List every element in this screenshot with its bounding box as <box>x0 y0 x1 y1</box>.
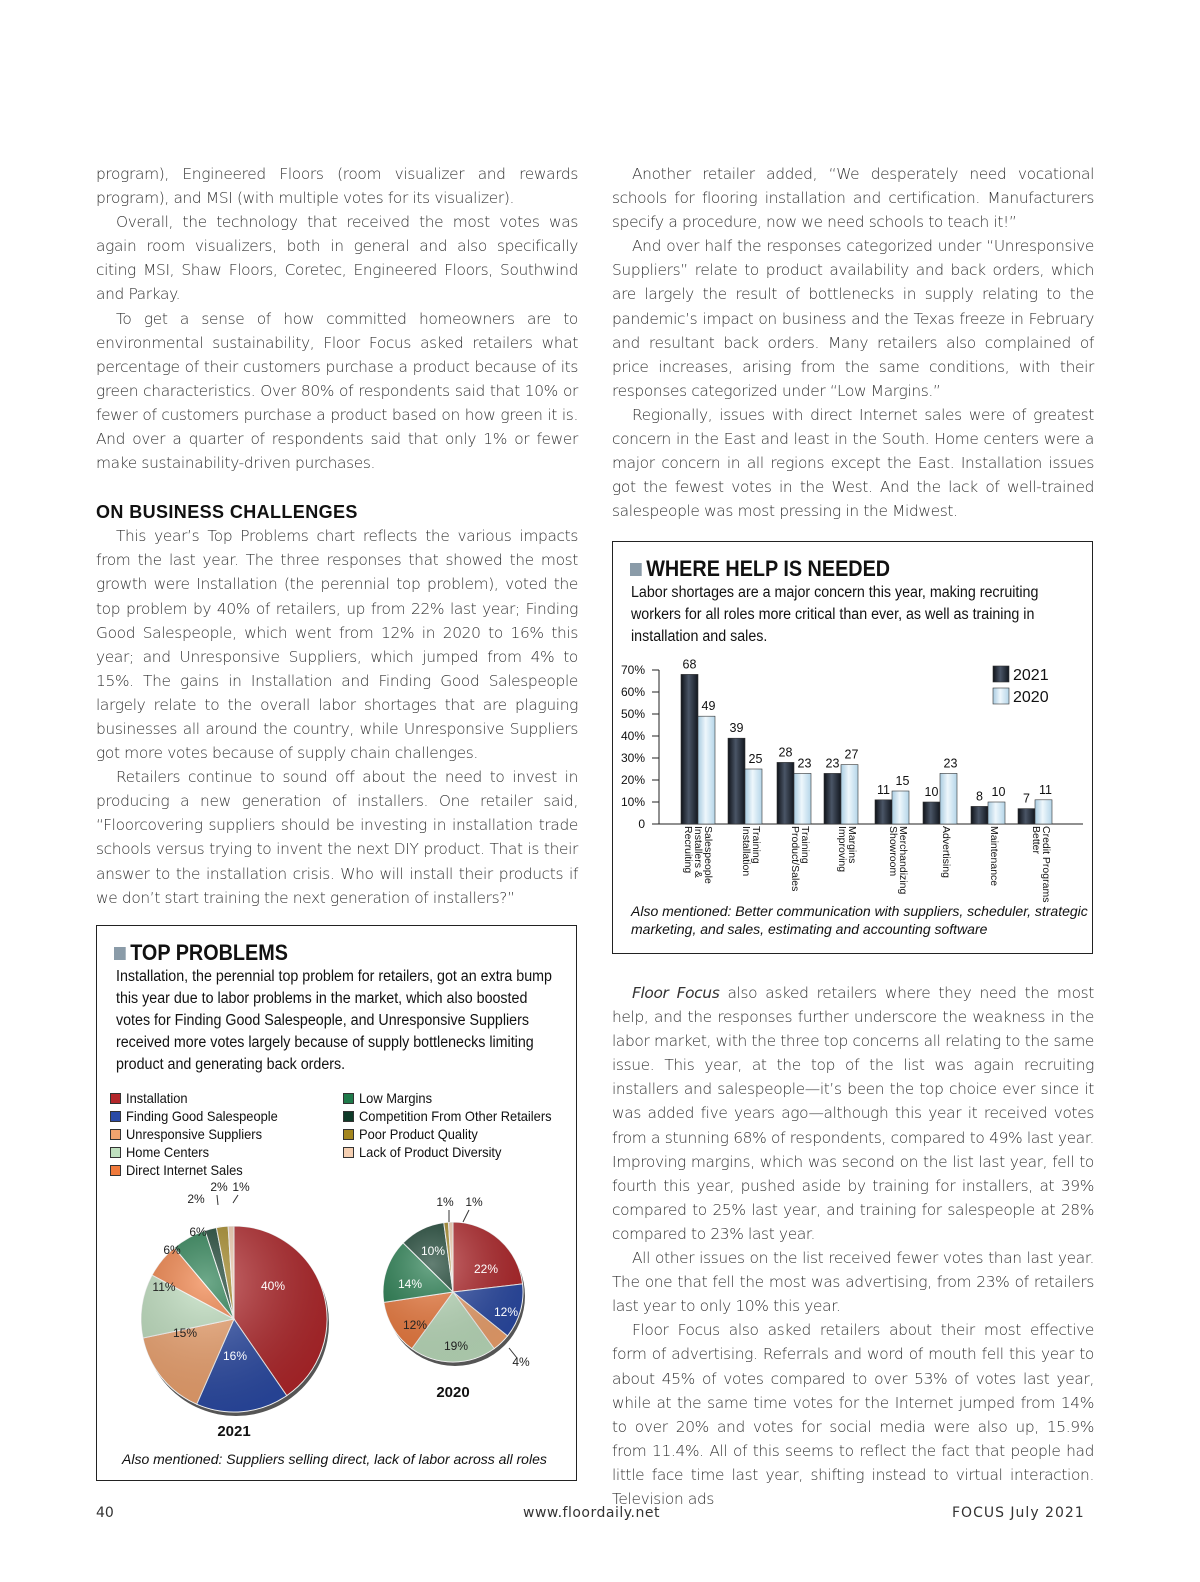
pie-data-label: 1% <box>232 1180 250 1194</box>
x-category-label <box>887 826 909 894</box>
pie-data-label: 2% <box>210 1180 228 1194</box>
bar-value-label: 10 <box>991 785 1006 799</box>
bar-value-label: 10 <box>924 785 939 799</box>
box-subtitle: Labor shortages are a major concern this year, making recruiting workers for all roles more critical than ever, as well as training in installation and sales. <box>631 584 1039 645</box>
y-tick-label: 60% <box>620 685 645 699</box>
bar <box>1035 800 1052 824</box>
top-problems-box <box>96 925 577 1481</box>
footer-url: www.floordaily.net <box>523 1505 660 1521</box>
legend-swatch <box>343 1129 354 1140</box>
pie-data-label: 4% <box>512 1355 530 1369</box>
legend-label: Unresponsive Suppliers <box>126 1126 263 1142</box>
body-paragraph: To get a sense of how committed homeowners are to environmental sustainability, Floor Focus asked retailers what percentage of their customers purchase a product because of its green characteristics. Over 80% of respondents said that 10% or fewer of customers purchase a product based on how green it is. And over a quarter of respondents said that only 1% or fewer make sustainability-driven purchases. <box>96 309 578 473</box>
body-paragraph: Overall, the technology that received the most votes was again room visualizers, both in general and also specifically citing MSI, Shaw Floors, Coretec, Engineered Floors, Southwind and Parkay. <box>96 213 578 304</box>
bar <box>923 802 940 824</box>
box-title: TOP PROBLEMS <box>114 940 288 966</box>
pie-data-label: 2% <box>187 1192 205 1206</box>
legend-label: Installation <box>126 1090 188 1106</box>
bar-value-label: 49 <box>701 699 716 714</box>
pie-data-label: 15% <box>172 1326 198 1340</box>
legend-item <box>343 1107 568 1125</box>
legend-label: 2021 <box>1013 667 1049 684</box>
legend-label: Lack of Product Diversity <box>359 1144 502 1160</box>
body-paragraph: Floor Focus also asked retailers about their most effective form of advertising. Referrals and word of mouth fell this year to about 45% of votes compared to over 53% of votes last year, while at the same time votes for the Internet jumped from 14% to over 20% and votes for social media were also up, 15.9% from 11.4%. All of this seems to reflect the fact that people had little face time last year, shifting instead to virtual interaction. Television ads <box>612 1321 1094 1508</box>
leader-line <box>463 1210 469 1222</box>
svg-text:Merchandizing: Merchandizing <box>897 826 909 895</box>
svg-text:Maintenance: Maintenance <box>988 826 1000 887</box>
body-paragraph: Retailers continue to sound off about the need to invest in producing a new generation of installers. One retailer said, “Floorcovering suppliers should be investing in installation trade schools versus trying to invent the next DIY product. That is their answer to the installation crisis. Who will install their products if we don’t start training the next generation of installers?” <box>96 768 578 907</box>
legend-label: Competition From Other Retailers <box>359 1108 552 1124</box>
body-paragraph: Regionally, issues with direct Internet sales were of greatest concern in the East and least in the South. Home centers were a major concern in all regions except the East. Installation issues got the fewest votes in the West. And the lack of well-trained salespeople was most pressing in the Midwest. <box>612 405 1094 521</box>
x-category-label <box>988 826 1000 886</box>
bar-value-label: 11 <box>877 782 890 797</box>
x-category-label <box>836 826 858 872</box>
body-paragraph: program), Engineered Floors (room visualizer and rewards program), and MSI (with multiple votes for its visualizer). <box>96 165 578 208</box>
legend-label: Home Centers <box>126 1144 210 1160</box>
legend-item <box>343 1143 568 1161</box>
square-bullet-icon <box>630 563 642 576</box>
pie-data-label: 12% <box>402 1318 428 1332</box>
legend-swatch <box>343 1147 354 1158</box>
y-tick-label: 10% <box>620 795 645 809</box>
svg-text:Salespeople: Salespeople <box>702 826 714 884</box>
bar-value-label: 68 <box>682 657 697 672</box>
bar <box>698 716 715 824</box>
legend-swatch <box>110 1129 121 1140</box>
x-category-label <box>1030 826 1052 902</box>
pie-legend-left <box>110 1089 291 1179</box>
right-column-bottom <box>612 981 1094 1511</box>
bar <box>971 806 988 824</box>
y-tick-label: 40% <box>620 729 645 743</box>
bar-legend <box>993 666 1049 706</box>
section-heading: ON BUSINESS CHALLENGES <box>96 502 358 523</box>
bar-chart <box>613 650 1093 910</box>
pie-2020 <box>383 1195 530 1401</box>
x-category-label <box>682 826 714 884</box>
legend-swatch <box>993 688 1009 704</box>
footer-issue: FOCUS July 2021 <box>952 1505 1085 1521</box>
legend-swatch <box>110 1111 121 1122</box>
bar <box>1018 809 1035 824</box>
pie-data-label: 6% <box>163 1243 181 1257</box>
bar <box>794 773 811 824</box>
svg-text:Installers &: Installers & <box>692 826 704 878</box>
pie-legend-right <box>343 1089 568 1161</box>
legend-label: Poor Product Quality <box>359 1126 478 1142</box>
svg-text:Training: Training <box>799 826 811 864</box>
legend-swatch <box>110 1147 121 1158</box>
page-number: 40 <box>96 1505 114 1521</box>
legend-item <box>110 1125 291 1143</box>
legend-item <box>343 1125 568 1143</box>
legend-item <box>110 1161 291 1179</box>
bar <box>824 773 841 824</box>
bar-value-label: 27 <box>844 747 859 762</box>
legend-swatch <box>993 666 1009 682</box>
legend-label: Finding Good Salespeople <box>126 1108 278 1124</box>
body-paragraph: All other issues on the list received fewer votes than last year. The one that fell the most was advertising, from 23% of retailers last year to only 10% this year. <box>612 1249 1094 1316</box>
body-paragraph: Another retailer added, “We desperately need vocational schools for flooring installation and certification. Manufacturers specify a procedure, now we need schools to teach it!” <box>612 165 1094 232</box>
pie-data-label: 6% <box>189 1225 207 1239</box>
where-help-needed-box <box>612 541 1093 954</box>
svg-text:Recruiting: Recruiting <box>682 826 694 874</box>
pie-data-label: 12% <box>493 1305 519 1319</box>
legend-item <box>110 1107 291 1125</box>
bar-value-label: 25 <box>748 752 763 766</box>
legend-item <box>110 1089 291 1107</box>
pie-data-label: 16% <box>222 1349 248 1363</box>
pie-data-label: 10% <box>420 1244 446 1258</box>
pie-charts <box>97 1178 577 1448</box>
legend-item <box>343 1089 568 1107</box>
legend-swatch <box>343 1093 354 1104</box>
pie-data-label: 1% <box>436 1195 454 1209</box>
legend-label: Low Margins <box>359 1090 433 1106</box>
box-title: WHERE HELP IS NEEDED <box>630 556 890 582</box>
bar <box>681 674 698 824</box>
y-tick-label: 70% <box>620 663 645 677</box>
svg-text:Showroom: Showroom <box>887 826 899 877</box>
y-tick-label: 50% <box>620 707 645 721</box>
svg-text:Improving: Improving <box>836 826 848 873</box>
bar-value-label: 7 <box>1023 791 1030 806</box>
box-note: Also mentioned: Better communication with suppliers, scheduler, strategic marketing, and sales, estimating and accounting software <box>631 903 1088 937</box>
leader-line <box>217 1195 218 1205</box>
bar-value-label: 23 <box>825 756 840 771</box>
legend-swatch <box>343 1111 354 1122</box>
pie-data-label: 40% <box>260 1279 286 1293</box>
svg-text:Margins: Margins <box>846 826 858 864</box>
right-column-top <box>612 162 1094 523</box>
svg-text:Installation: Installation <box>740 826 752 877</box>
pie-data-label: 14% <box>397 1277 423 1291</box>
legend-item <box>110 1143 291 1161</box>
bar <box>892 791 909 824</box>
y-tick-label: 0 <box>638 817 645 831</box>
svg-text:Training: Training <box>750 826 762 864</box>
legend-label: Direct Internet Sales <box>126 1162 243 1178</box>
left-column <box>96 162 578 910</box>
bar-value-label: 11 <box>1039 782 1052 797</box>
x-category-label <box>940 826 952 878</box>
legend-label: 2020 <box>1013 689 1049 706</box>
bar-value-label: 23 <box>943 756 958 771</box>
bar <box>875 800 892 824</box>
square-bullet-icon <box>114 947 126 960</box>
pie-data-label: 11% <box>152 1280 176 1294</box>
bar <box>728 738 745 824</box>
svg-text:Product/Sales: Product/Sales <box>789 826 801 892</box>
bar-value-label: 39 <box>729 721 744 736</box>
bar <box>777 762 794 824</box>
pie-data-label: 19% <box>443 1339 469 1353</box>
leader-line <box>233 1195 238 1203</box>
bar <box>745 769 762 824</box>
bar-value-label: 15 <box>895 774 910 788</box>
box-subtitle: Installation, the perennial top problem for retailers, got an extra bump this year due to labor problems in the market, which also boosted votes for Finding Good Salespeople, and Unresponsive Suppliers received more votes largely because of supply bottlenecks limiting product and generating back orders. <box>116 968 552 1073</box>
y-tick-label: 20% <box>620 773 645 787</box>
box-note: Also mentioned: Suppliers selling direct, lack of labor across all roles <box>122 1451 547 1467</box>
italic-name: Floor Focus <box>632 984 720 1002</box>
bar-value-label: 23 <box>797 756 812 771</box>
svg-text:Better: Better <box>1030 826 1042 855</box>
bar <box>841 765 858 824</box>
body-paragraph: Floor Focus also asked retailers where they need the most help, and the responses further underscore the weakness in the labor market, with the three top concerns all relating to the same issue. This year, at the top of the list was again recruiting installers and salespeople—it’s been the top choice ever since it was added five years ago—although this year it received votes from a stunning 68% of respondents, compared to 49% last year. Improving margins, which was second on the list last year, fell to fourth this year, pushed aside by training for installers, at 39% compared to 25% last year, and training for salespeople at 28% compared to 23% last year. <box>612 984 1094 1243</box>
svg-text:Credit Programs: Credit Programs <box>1040 826 1052 903</box>
x-category-label <box>789 826 811 891</box>
legend-swatch <box>110 1165 121 1176</box>
bar <box>940 773 957 824</box>
pie-data-label: 1% <box>465 1195 483 1209</box>
bar-value-label: 8 <box>976 789 983 804</box>
pie-2021 <box>141 1180 329 1440</box>
body-paragraph: This year’s Top Problems chart reflects the various impacts from the last year. The three responses that showed the most growth were Installation (the perennial top problem), voted the top problem by 40% of retailers, up from 22% last year; Finding Good Salespeople, which went from 12% in 2020 to 16% this year; and Unresponsive Suppliers, which jumped from 4% to 15%. The gains in Installation and Finding Good Salespeople largely relate to the overall labor shortages that are plaguing businesses all around the country, while Unresponsive Suppliers got more votes because of supply chain challenges. <box>96 527 578 763</box>
pie-data-label: 22% <box>473 1262 499 1276</box>
bar <box>988 802 1005 824</box>
svg-text:Advertising: Advertising <box>940 826 952 878</box>
pie-year-label: 2020 <box>436 1384 470 1401</box>
legend-swatch <box>110 1093 121 1104</box>
x-category-label <box>740 826 762 876</box>
y-tick-label: 30% <box>620 751 645 765</box>
bar-value-label: 28 <box>778 745 793 760</box>
pie-year-label: 2021 <box>217 1423 251 1440</box>
body-paragraph: And over half the responses categorized under “Unresponsive Suppliers” relate to product availability and back orders, which are largely the result of bottlenecks in supply relating to the pandemic’s impact on business and the Texas freeze in February and resultant back orders. Many retailers also complained of price increases, arising from the same conditions, with their responses categorized under “Low Margins.” <box>612 237 1094 400</box>
